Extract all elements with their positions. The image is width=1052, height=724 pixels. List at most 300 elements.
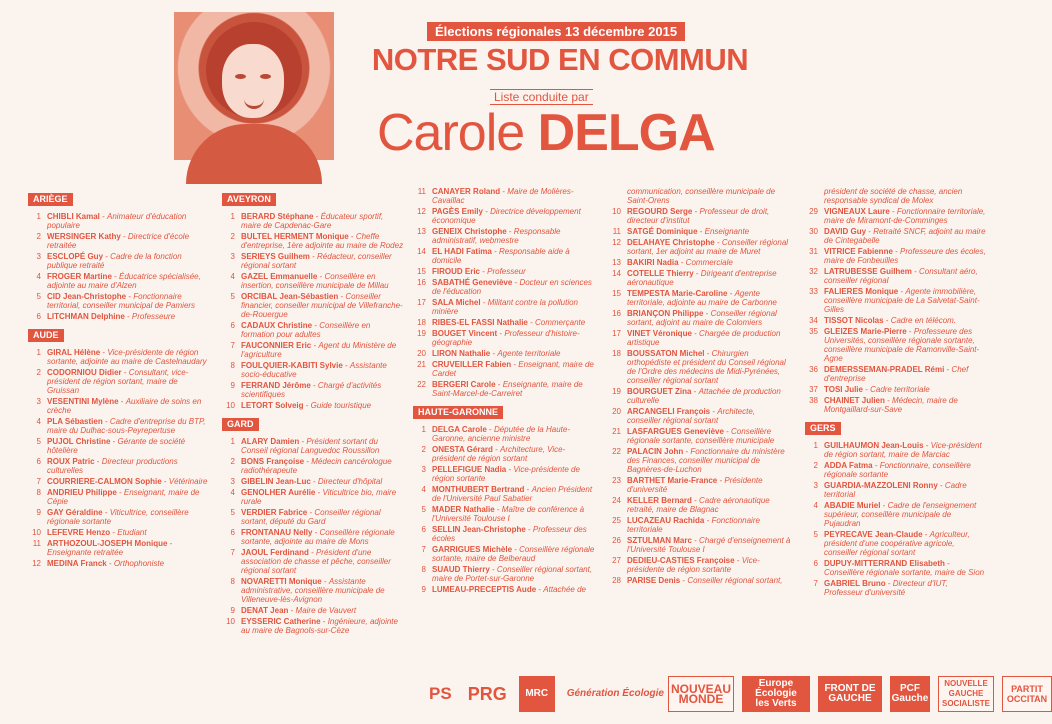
candidate-role: Conseillère régionale sortante, maire de Sion <box>824 568 985 577</box>
separator: - <box>884 396 893 405</box>
candidate-role: Conseiller régional sortant, <box>687 576 783 585</box>
candidate-entry <box>222 488 405 506</box>
candidate-number: 3 <box>36 397 41 406</box>
candidate-text <box>627 329 791 347</box>
candidate-number: 13 <box>417 227 426 236</box>
candidate-number: 15 <box>612 289 621 298</box>
candidate-text <box>432 585 596 594</box>
candidate-text <box>47 368 211 395</box>
candidate-number: 16 <box>612 309 621 318</box>
candidate-text <box>241 477 405 486</box>
candidate-role: Vétérinaire <box>168 477 208 486</box>
candidate-role: Fonctionnaire territoriale, maire de Miramont-de-Comminges <box>824 207 986 225</box>
candidate-number: 7 <box>813 579 818 588</box>
candidate-text <box>824 316 988 325</box>
separator: - <box>313 212 321 221</box>
candidate-entry <box>608 427 791 445</box>
candidate-entry <box>608 329 791 347</box>
candidate-text <box>627 238 791 256</box>
nouveau-monde-logo: NOUVEAU MONDE <box>668 676 734 712</box>
candidate-role: Ingénieure, adjointe au maire de Bagnols-sur-Cèze <box>241 617 398 635</box>
separator: - <box>683 447 691 456</box>
candidate-text <box>627 349 791 385</box>
candidate-number: 1 <box>36 212 41 221</box>
candidate-text <box>432 207 596 225</box>
candidate-number: 22 <box>612 447 621 456</box>
separator: - <box>482 207 491 216</box>
candidate-name: FROGER Martine <box>47 272 112 281</box>
candidate-number: 2 <box>813 461 818 470</box>
candidate-text <box>627 536 791 554</box>
candidate-text <box>47 508 211 526</box>
candidate-role: Éducateur sportif, maire de Capdenac-Gare <box>241 212 384 230</box>
candidate-role: Commerciale <box>685 258 733 267</box>
candidate-name: GLEIZES Marie-Pierre <box>824 327 907 336</box>
candidate-number: 3 <box>421 465 426 474</box>
candidate-number: 22 <box>417 380 426 389</box>
candidate-role: Maire de Molières-Cavaillac <box>432 187 574 205</box>
candidate-entry <box>805 579 988 597</box>
candidate-name: BERARD Stéphane <box>241 212 314 221</box>
candidate-entry <box>805 481 988 499</box>
candidate-entry <box>222 321 405 339</box>
candidate-role: Etudiant <box>117 528 147 537</box>
candidate-entry <box>222 437 405 455</box>
candidate-text <box>47 437 211 455</box>
candidate-role: Maître de conférence à l'Université Toulouse I <box>432 505 585 523</box>
candidate-text <box>432 545 596 563</box>
separator: - <box>512 278 520 287</box>
candidate-text <box>824 481 988 499</box>
candidate-role: Assistante administrative, conseillère municipale de Villeneuve-lès-Avignon <box>241 577 385 604</box>
candidate-entry <box>608 516 791 534</box>
candidate-text <box>241 401 405 410</box>
candidate-role: Présidente d'université <box>627 476 763 494</box>
separator: - <box>99 212 108 221</box>
candidate-role: Agriculteur, président d'une coopérative agricole, conseiller régional sortant <box>824 530 970 557</box>
candidate-number: 10 <box>226 617 235 626</box>
candidate-number: 19 <box>612 387 621 396</box>
separator: - <box>480 298 488 307</box>
candidate-photo <box>174 12 334 160</box>
candidate-name: ESCLOPÉ Guy <box>47 252 104 261</box>
candidate-text <box>432 329 596 347</box>
candidate-text <box>824 441 988 459</box>
candidate-text <box>47 477 211 486</box>
candidate-role: Fonctionnaire territoriale <box>627 516 760 534</box>
candidate-role: Agente territoriale, adjointe au maire de Carbonne <box>627 289 777 307</box>
separator: - <box>714 238 722 247</box>
candidate-last-name: DELGA <box>537 104 715 162</box>
candidate-text <box>47 348 211 366</box>
candidate-text <box>627 207 791 225</box>
candidate-entry <box>608 349 791 385</box>
candidate-number: 2 <box>421 445 426 454</box>
candidate-entry <box>413 329 596 347</box>
candidate-name: TOSI Julie <box>824 385 863 394</box>
candidate-entry <box>28 539 211 557</box>
candidate-entry <box>222 341 405 359</box>
separator: - <box>497 329 505 338</box>
candidate-name: LUMEAU-PRECEPTIS Aude <box>432 585 537 594</box>
separator: - <box>937 481 945 490</box>
candidate-text <box>627 476 791 494</box>
candidate-text <box>432 360 596 378</box>
candidate-text <box>47 292 211 310</box>
candidate-name: BOUSSATON Michel <box>627 349 705 358</box>
candidate-role: Viticultrice bio, maire rurale <box>241 488 397 506</box>
candidate-entry <box>222 528 405 546</box>
candidate-number: 13 <box>612 258 621 267</box>
candidate-number: 4 <box>421 485 426 494</box>
candidate-entry <box>28 559 211 568</box>
separator: - <box>710 407 718 416</box>
candidate-role: Chirurgien orthopédiste et président du Conseil régional de l'Ordre des médecins de Midi-Pyrénées, conseiller régional sortant <box>627 349 786 385</box>
separator: - <box>486 425 494 434</box>
candidate-entry <box>608 227 791 236</box>
candidate-number: 5 <box>421 505 426 514</box>
candidate-entry <box>28 397 211 415</box>
candidate-text <box>627 258 791 267</box>
separator: - <box>288 606 296 615</box>
department-label: HAUTE-GARONNE <box>413 406 503 419</box>
candidate-name: LUCAZEAU Rachida <box>627 516 705 525</box>
candidate-number: 14 <box>612 269 621 278</box>
separator: - <box>525 525 533 534</box>
separator: - <box>734 556 742 565</box>
candidate-name: NOVARETTI Monique <box>241 577 322 586</box>
candidate-role: Professeur des écoles <box>432 525 587 543</box>
candidate-role: Cheffe d'entreprise, 1ère adjointe au maire de Rodez <box>241 232 404 250</box>
candidate-role: Directrice développement économique <box>432 207 581 225</box>
candidate-number: 3 <box>36 252 41 261</box>
candidate-name: TEMPESTA Marie-Caroline <box>627 289 728 298</box>
candidate-role: Retraité SNCF, adjoint au maire de Cintegabelle <box>824 227 986 245</box>
candidate-role: Médecin, maire de Montgaillard-sur-Save <box>824 396 958 414</box>
candidate-number: 5 <box>813 530 818 539</box>
separator: - <box>872 461 880 470</box>
candidate-entry <box>805 287 988 314</box>
eelv-logo: Europe Écologie les Verts <box>742 676 810 712</box>
candidate-name: CADAUX Christine <box>241 321 313 330</box>
separator: - <box>906 327 914 336</box>
candidate-number: 26 <box>612 536 621 545</box>
candidate-number: 1 <box>230 212 235 221</box>
candidate-text <box>824 579 988 597</box>
separator: - <box>310 477 318 486</box>
separator: - <box>680 576 688 585</box>
candidate-role: Directrice d'école retraitée <box>47 232 190 250</box>
candidate-number: 2 <box>36 368 41 377</box>
candidate-entry <box>413 318 596 327</box>
candidate-name: GAY Géraldine <box>47 508 103 517</box>
candidate-role: Attachée de production culturelle <box>627 387 781 405</box>
column-5 <box>805 187 988 599</box>
candidate-number: 16 <box>417 278 426 287</box>
candidate-name: CANAYER Roland <box>432 187 501 196</box>
candidate-entry <box>222 577 405 604</box>
candidate-number: 12 <box>417 207 426 216</box>
candidate-number: 4 <box>230 488 235 497</box>
candidate-number: 12 <box>32 559 41 568</box>
candidate-name: FOULQUIER-KABITI Sylvie <box>241 361 343 370</box>
candidate-name: DEDIEU-CASTIES Françoise <box>627 556 735 565</box>
candidate-number: 3 <box>230 252 235 261</box>
candidate-role: Cadre de l'enseignement supérieur, conseillère municipale de Pujaudran <box>824 501 977 528</box>
candidate-name: CHAINET Julien <box>824 396 885 405</box>
candidate-name: LETORT Solveig <box>241 401 304 410</box>
candidate-name: BOUGET Vincent <box>432 329 498 338</box>
separator: - <box>102 508 110 517</box>
candidate-name: CODORNIOU Didier <box>47 368 122 377</box>
candidate-entry <box>413 349 596 358</box>
candidate-role: Directeur productions culturelles <box>47 457 178 475</box>
column-2 <box>222 187 405 637</box>
candidate-text <box>241 252 405 270</box>
separator: - <box>704 516 712 525</box>
candidate-role: Docteur en sciences de l'éducation <box>432 278 592 296</box>
candidate-entry <box>222 548 405 575</box>
candidate-number: 11 <box>612 227 621 236</box>
candidate-name: PARISE Denis <box>627 576 681 585</box>
candidate-role: Fonctionnaire, conseillère régionale sortante <box>824 461 971 479</box>
candidate-role: Conseillère régionale sortante, adjointe au maire de Mons <box>241 528 395 546</box>
candidate-role: Conseiller régional sortant, maire de Portet-sur-Garonne <box>432 565 593 583</box>
separator: - <box>883 316 891 325</box>
candidate-number: 1 <box>230 437 235 446</box>
candidate-number: 33 <box>809 287 818 296</box>
separator: - <box>500 187 508 196</box>
candidate-number: 27 <box>612 556 621 565</box>
separator: - <box>691 536 699 545</box>
separator: - <box>691 496 700 505</box>
candidate-role: Auxiliaire de soins en crèche <box>47 397 202 415</box>
separator: - <box>167 539 173 548</box>
candidate-entry <box>28 252 211 270</box>
candidate-text <box>241 606 405 615</box>
candidate-name: ARCANGELI François <box>627 407 711 416</box>
candidate-number: 6 <box>421 525 426 534</box>
candidate-number: 25 <box>612 516 621 525</box>
separator: - <box>307 508 315 517</box>
candidate-entry <box>805 441 988 459</box>
candidate-number: 36 <box>809 365 818 374</box>
candidate-name: MADER Nathalie <box>432 505 495 514</box>
candidate-entry <box>28 348 211 366</box>
separator: - <box>506 465 514 474</box>
candidate-name: FAUCONNIER Eric <box>241 341 312 350</box>
separator: - <box>161 477 169 486</box>
candidate-role: Consultant aéro, conseiller régional <box>824 267 978 285</box>
candidate-text <box>432 227 596 245</box>
separator: - <box>103 252 111 261</box>
candidate-text <box>432 278 596 296</box>
candidate-role: Dirigeant d'entreprise aéronautique <box>627 269 777 287</box>
candidate-number: 4 <box>230 272 235 281</box>
candidate-entry <box>222 381 405 399</box>
candidate-role: Chargé d'activités scientifiques <box>241 381 382 399</box>
candidate-text <box>627 187 791 205</box>
candidate-entry <box>608 269 791 287</box>
column-1 <box>28 187 211 570</box>
candidate-number: 29 <box>809 207 818 216</box>
separator: - <box>697 227 705 236</box>
candidate-entry <box>413 278 596 296</box>
candidate-text <box>47 232 211 250</box>
candidate-entry <box>413 545 596 563</box>
candidate-name: ANDRIEU Philippe <box>47 488 117 497</box>
candidate-role: communication, conseillère municipale de Saint-Orens <box>627 187 776 205</box>
candidate-entry <box>413 380 596 398</box>
candidate-name: ORCIBAL Jean-Sébastien <box>241 292 339 301</box>
candidate-entry <box>608 556 791 574</box>
separator: - <box>885 579 893 588</box>
candidate-name: LITCHMAN Delphine <box>47 312 125 321</box>
separator: - <box>723 427 732 436</box>
candidate-name: DENAT Jean <box>241 606 289 615</box>
candidate-number: 15 <box>417 267 426 276</box>
candidate-number: 4 <box>36 417 41 426</box>
candidate-entry <box>413 298 596 316</box>
candidate-text <box>627 387 791 405</box>
candidate-entry <box>608 258 791 267</box>
candidate-number: 2 <box>230 232 235 241</box>
candidate-name: BAKIRI Nadia <box>627 258 679 267</box>
candidate-role: Conseillère en formation pour adultes <box>241 321 371 339</box>
candidate-name: EL HADI Fatima <box>432 247 492 256</box>
candidate-name: ALARY Damien <box>241 437 300 446</box>
separator: - <box>727 289 735 298</box>
candidate-name: ROUX Patric <box>47 457 95 466</box>
candidate-name: SUAUD Thierry <box>432 565 490 574</box>
candidate-entry <box>28 528 211 537</box>
candidate-text <box>432 445 596 463</box>
candidate-name: LATRUBESSE Guilhem <box>824 267 912 276</box>
candidate-name: COURRIERE-CALMON Sophie <box>47 477 162 486</box>
pcf-logo: PCF Gauche <box>890 676 930 712</box>
candidate-number: 20 <box>612 407 621 416</box>
candidate-number: 10 <box>612 207 621 216</box>
candidate-entry <box>222 401 405 410</box>
candidate-entry <box>28 232 211 250</box>
separator: - <box>312 528 320 537</box>
candidate-entry <box>28 488 211 506</box>
candidate-number: 7 <box>230 548 235 557</box>
candidate-text <box>627 556 791 574</box>
candidate-text <box>627 407 791 425</box>
candidate-role: Assistante socio-éducative <box>241 361 387 379</box>
candidate-number: 6 <box>230 321 235 330</box>
candidate-role: Conseillère régionale sortante, maire de Belberaud <box>432 545 595 563</box>
candidate-entry <box>413 267 596 276</box>
separator: - <box>944 559 950 568</box>
candidate-name: SATGÉ Dominique <box>627 227 698 236</box>
separator: - <box>512 545 520 554</box>
department-label: AVEYRON <box>222 193 276 206</box>
candidate-number: 8 <box>36 488 41 497</box>
candidate-entry <box>805 247 988 265</box>
department-label: GERS <box>805 422 841 435</box>
candidate-name: EYSSERIC Catherine <box>241 617 321 626</box>
candidate-text <box>47 312 211 321</box>
separator: - <box>311 341 319 350</box>
candidate-text <box>627 447 791 474</box>
separator: - <box>490 349 498 358</box>
candidate-entry <box>28 417 211 435</box>
candidate-number: 18 <box>417 318 426 327</box>
column-3 <box>413 187 596 596</box>
candidate-entry <box>28 312 211 321</box>
candidate-number: 5 <box>230 292 235 301</box>
candidate-text <box>627 516 791 534</box>
candidate-text <box>47 539 211 557</box>
candidate-role: Députée de la Haute-Garonne, ancienne ministre <box>432 425 570 443</box>
candidate-number: 21 <box>612 427 621 436</box>
candidate-name: VITRICE Fabienne <box>824 247 893 256</box>
separator: - <box>691 329 700 338</box>
candidate-entry <box>608 289 791 307</box>
candidate-text <box>432 425 596 443</box>
generation-ecologie-logo: Génération Écologie <box>566 688 664 699</box>
candidate-number: 10 <box>32 528 41 537</box>
candidate-role: Consultant, vice-président de région sortant, maire de Gruissan <box>47 368 189 395</box>
candidate-role: Conseiller régional sortant, 1er adjoint au maire de Muret <box>627 238 789 256</box>
prg-logo: PRG <box>467 684 507 704</box>
candidate-text <box>627 576 791 585</box>
candidate-number: 9 <box>230 381 235 390</box>
candidate-number: 9 <box>230 606 235 615</box>
candidate-role: Cadre territorial <box>824 481 967 499</box>
separator: - <box>923 441 931 450</box>
candidate-entry <box>805 267 988 285</box>
candidate-name: GENOLHER Aurélie <box>241 488 316 497</box>
candidate-role: Chargée de production artistique <box>627 329 781 347</box>
candidate-text <box>824 267 988 285</box>
candidate-name: GIBELIN Jean-Luc <box>241 477 311 486</box>
candidate-number: 6 <box>36 312 41 321</box>
candidate-number: 20 <box>417 349 426 358</box>
department-label: AUDE <box>28 329 64 342</box>
candidate-number: 14 <box>417 247 426 256</box>
candidate-role: Professeure <box>131 312 176 321</box>
candidate-entry <box>413 565 596 583</box>
separator: - <box>898 287 906 296</box>
separator: - <box>348 232 356 241</box>
candidate-role: Cadre de la fonction publique retraité <box>47 252 182 270</box>
candidate-text <box>824 365 988 383</box>
candidate-role: Médecin cancérologue radiothérapeute <box>241 457 392 475</box>
candidate-name: FERRAND Jérôme <box>241 381 311 390</box>
candidate-name: DUPUY-MITTERRAND Elisabeth <box>824 559 945 568</box>
separator: - <box>880 501 888 510</box>
candidate-number: 34 <box>809 316 818 325</box>
candidate-number: 37 <box>809 385 818 394</box>
candidate-text <box>824 247 988 265</box>
candidate-name: GIRAL Hélène <box>47 348 101 357</box>
candidate-number: 8 <box>230 361 235 370</box>
candidate-name: FIROUD Eric <box>432 267 481 276</box>
candidate-name: SALA Michel <box>432 298 481 307</box>
candidate-number: 6 <box>813 559 818 568</box>
candidate-role: président de société de chasse, ancien responsable syndical de Molex <box>824 187 963 205</box>
candidate-role: Professeur d'histoire-géographie <box>432 329 580 347</box>
candidate-role: Ancien Président de l'Université Paul Sabatier <box>432 485 593 503</box>
candidate-name: WERSINGER Kathy <box>47 232 121 241</box>
candidate-name: VIGNEAUX Laure <box>824 207 890 216</box>
nouvelle-gauche-socialiste-logo: NOUVELLE GAUCHE SOCIALISTE <box>938 676 994 712</box>
separator: - <box>495 380 503 389</box>
candidate-name: COTELLE Thierry <box>627 269 694 278</box>
